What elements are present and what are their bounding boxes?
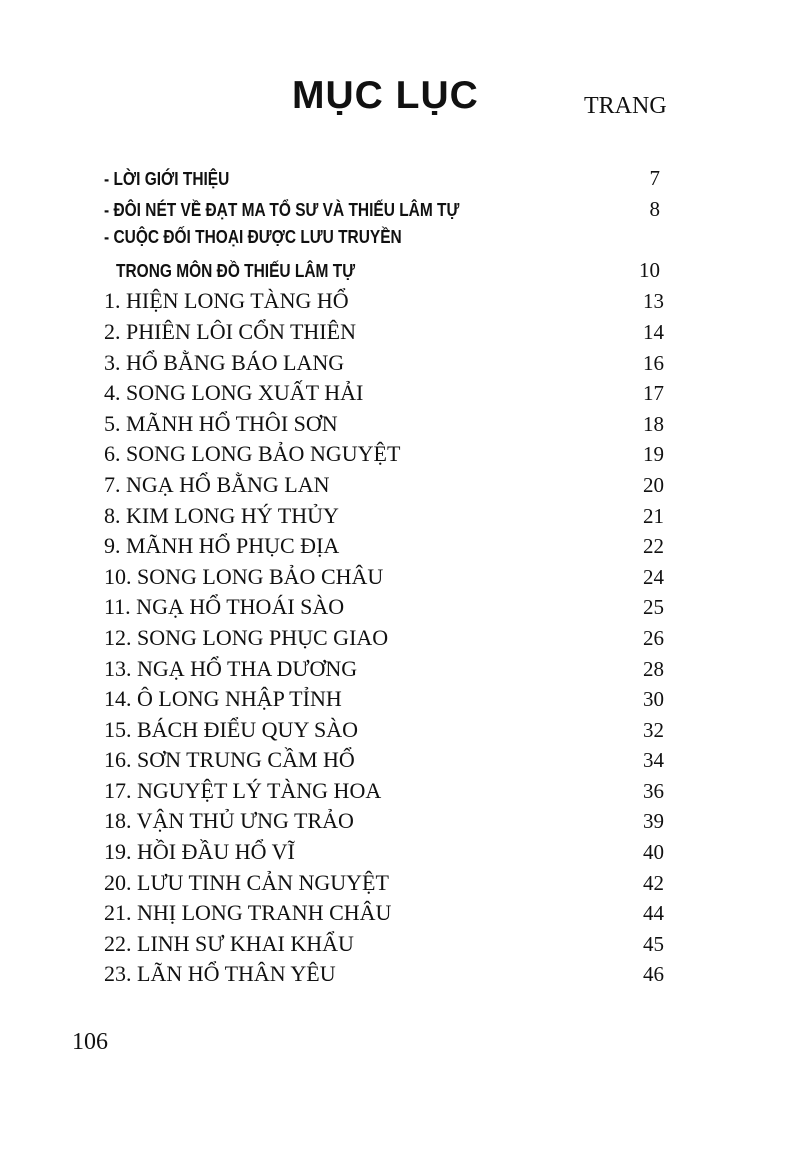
toc-chapter-title: 20. LƯU TINH CẢN NGUYỆT [104, 869, 389, 895]
toc-chapter-page: 14 [643, 319, 664, 344]
toc-chapter [104, 900, 664, 931]
toc-chapter [104, 564, 664, 595]
toc-chapter-page: 13 [643, 289, 664, 314]
toc-chapter-page: 36 [643, 778, 664, 803]
toc-chapter-title: 10. SONG LONG BẢO CHÂU [104, 563, 384, 589]
toc-chapter-page: 28 [643, 656, 664, 681]
page-number: 106 [72, 1029, 108, 1055]
toc-chapter [104, 747, 664, 778]
toc-chapter [104, 350, 664, 381]
toc-chapter-page: 42 [643, 870, 664, 895]
toc-chapter-title: 9. MÃNH HỔ PHỤC ĐỊA [104, 533, 340, 559]
toc-chapter-title: 3. HỔ BẰNG BÁO LANG [104, 349, 345, 375]
toc-entry-page: 8 [649, 196, 660, 221]
toc-chapter-title: 22. LINH SƯ KHAI KHẨU [104, 930, 354, 956]
toc-chapter-title: 23. LÃN HỔ THÂN YÊU [104, 961, 336, 987]
toc-chapter [104, 288, 664, 319]
toc-entry-title: - CUỘC ĐỐI THOẠI ĐƯỢC LƯU TRUYỀN [104, 227, 402, 248]
toc-entry-title: - LỜI GIỚI THIỆU [104, 169, 230, 189]
toc-chapter-page: 46 [643, 962, 664, 987]
toc-entry [104, 227, 664, 258]
toc-chapter-title: 13. NGẠ HỔ THA DƯƠNG [104, 655, 358, 681]
toc-chapter-page: 45 [643, 931, 664, 956]
toc-chapter-page: 34 [643, 748, 664, 773]
toc-chapter-title: 7. NGẠ HỔ BẰNG LAN [104, 471, 330, 497]
toc-entry [104, 166, 664, 197]
table-of-contents [104, 166, 664, 992]
toc-chapter [104, 870, 664, 901]
toc-chapter-page: 40 [643, 840, 664, 865]
toc-chapter-title: 6. SONG LONG BẢO NGUYỆT [104, 441, 401, 467]
toc-chapter [104, 441, 664, 472]
toc-chapter [104, 533, 664, 564]
toc-chapter [104, 961, 664, 992]
toc-chapter-page: 20 [643, 472, 664, 497]
toc-chapter [104, 472, 664, 503]
toc-chapter-page: 25 [643, 595, 664, 620]
toc-chapter [104, 380, 664, 411]
toc-chapter-title: 21. NHỊ LONG TRANH CHÂU [104, 900, 392, 926]
toc-chapter [104, 503, 664, 534]
toc-chapter-page: 26 [643, 625, 664, 650]
toc-chapter-page: 32 [643, 717, 664, 742]
toc-entry [104, 197, 664, 228]
toc-chapter-title: 4. SONG LONG XUẤT HẢI [104, 380, 364, 406]
toc-chapter-page: 24 [643, 564, 664, 589]
toc-chapter-page: 19 [643, 442, 664, 467]
toc-chapter [104, 778, 664, 809]
toc-entry-title: - ĐÔI NÉT VỀ ĐẠT MA TỔ SƯ VÀ THIẾU LÂM TỰ [104, 199, 460, 220]
toc-chapter [104, 686, 664, 717]
toc-chapter [104, 839, 664, 870]
toc-chapter-title: 1. HIỆN LONG TÀNG HỔ [104, 288, 349, 314]
toc-chapter-page: 44 [643, 901, 664, 926]
toc-chapter [104, 717, 664, 748]
toc-chapter [104, 808, 664, 839]
toc-entry-page: 10 [639, 257, 660, 282]
toc-chapter [104, 625, 664, 656]
toc-chapter-page: 39 [643, 809, 664, 834]
toc-chapter-title: 17. NGUYỆT LÝ TÀNG HOA [104, 777, 382, 803]
toc-chapter [104, 411, 664, 442]
toc-entry-page: 7 [649, 166, 660, 190]
toc-chapter-page: 17 [643, 381, 664, 406]
toc-chapter-title: 2. PHIÊN LÔI CỔN THIÊN [104, 318, 356, 344]
toc-chapter-title: 16. SƠN TRUNG CẦM HỔ [104, 747, 355, 773]
toc-chapter-title: 5. MÃNH HỔ THÔI SƠN [104, 410, 338, 436]
toc-chapter [104, 594, 664, 625]
toc-chapter-title: 15. BÁCH ĐIỂU QUY SÀO [104, 716, 359, 742]
toc-chapter-title: 11. NGẠ HỔ THOÁI SÀO [104, 594, 345, 620]
toc-chapter-title: 19. HỒI ĐẦU HỔ VĨ [104, 839, 295, 865]
toc-chapter [104, 931, 664, 962]
toc-chapter [104, 656, 664, 687]
toc-chapter-title: 8. KIM LONG HÝ THỦY [104, 502, 339, 528]
toc-chapter-page: 22 [643, 534, 664, 559]
toc-chapter-page: 21 [643, 503, 664, 528]
page-column-header: TRANG [584, 93, 667, 119]
toc-chapter-page: 18 [643, 411, 664, 436]
page-title: MỤC LỤC [292, 74, 479, 117]
toc-entry-title: TRONG MÔN ĐỒ THIẾU LÂM TỰ [116, 260, 356, 281]
toc-chapter-title: 12. SONG LONG PHỤC GIAO [104, 624, 389, 650]
toc-chapter-page: 30 [643, 687, 664, 712]
toc-chapter-page: 16 [643, 350, 664, 375]
toc-chapter-title: 14. Ô LONG NHẬP TỈNH [104, 686, 342, 712]
toc-chapter-title: 18. VẬN THỦ ƯNG TRẢO [104, 808, 354, 834]
toc-chapter [104, 319, 664, 350]
toc-entry [104, 258, 664, 289]
